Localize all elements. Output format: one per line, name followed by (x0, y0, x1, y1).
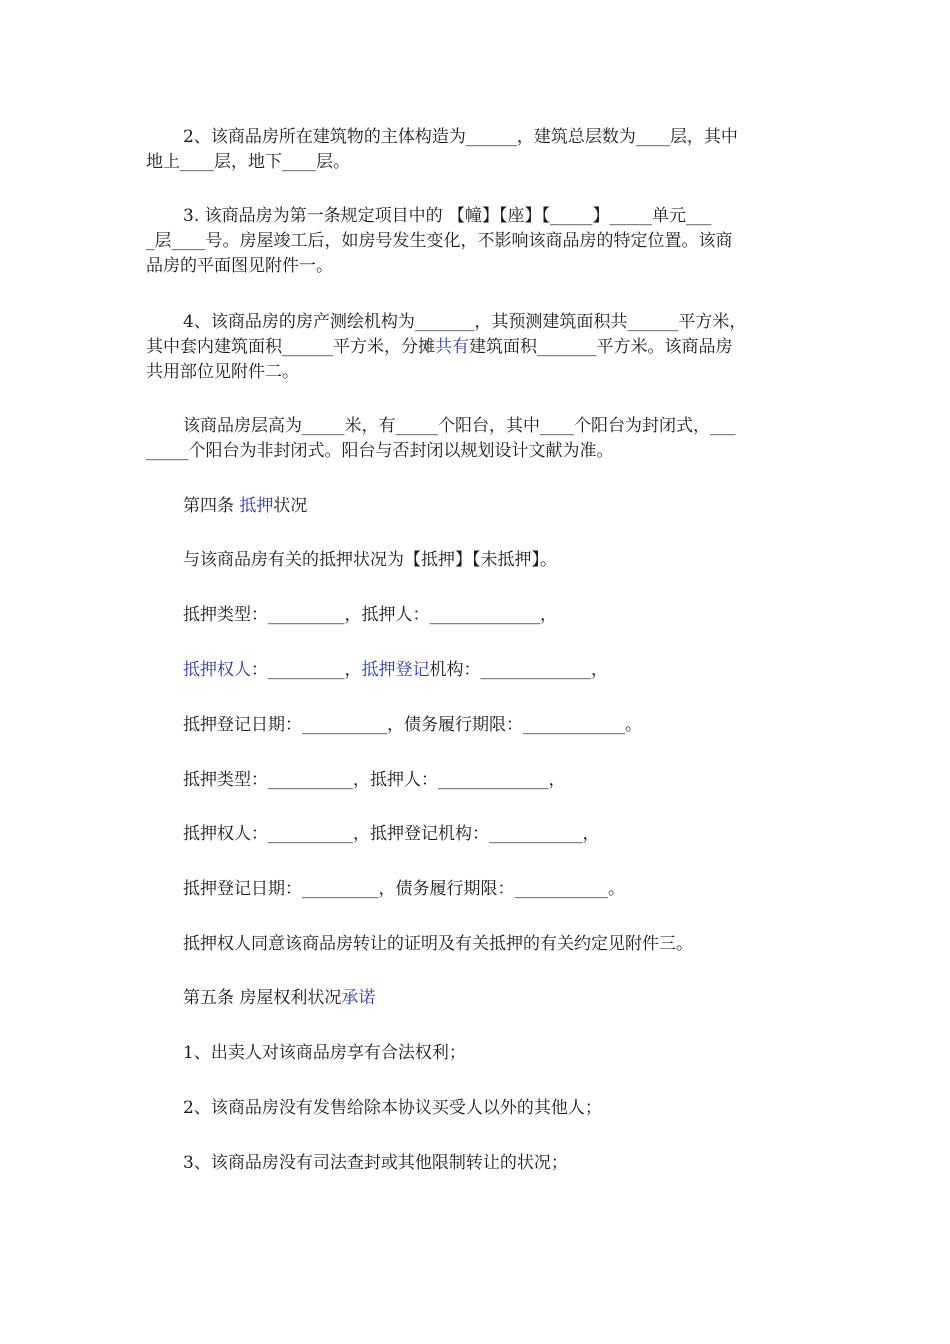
text-line: _层____号。房屋竣工后，如房号发生变化，不影响该商品房的特定位置。该商 (146, 231, 733, 251)
paragraph-balcony (146, 414, 814, 464)
text-line: 1、出卖人对该商品房享有合法权利； (183, 1043, 466, 1063)
heading-text: 状况 (273, 496, 308, 516)
paragraph-mortgage-status (146, 548, 814, 573)
mortgage-line-5 (146, 822, 814, 847)
text-segment: ：_________， (251, 660, 362, 680)
text-line: 品房的平面图见附件一。 (146, 256, 333, 276)
commitment-2 (146, 1096, 814, 1121)
paragraph-mortgagee-consent (146, 932, 814, 957)
article-5-heading (146, 986, 814, 1011)
text-line: 该商品房层高为_____米，有_____个阳台，其中____个阳台为封闭式，___ (183, 416, 736, 436)
article-4-heading (146, 494, 814, 519)
text-line: 抵押权人：__________，抵押登记机构：___________， (183, 824, 600, 844)
paragraph-area (146, 310, 814, 385)
text-line: 2、该商品房没有发售给除本协议买受人以外的其他人； (183, 1098, 602, 1118)
text-segment: 其中套内建筑面积______平方米，分摊 (146, 337, 435, 357)
text-line: _____个阳台为非封闭式。阳台与否封闭以规划设计文献为准。 (146, 441, 614, 461)
text-line: 抵押登记日期：_________，债务履行期限：___________。 (183, 879, 625, 899)
text-line: 3. 该商品房为第一条规定项目中的 【幢】【座】【_____】_____单元___ (183, 206, 712, 226)
heading-text: 第五条 房屋权利状况 (183, 988, 342, 1008)
link-chengnuo[interactable]: 承诺 (341, 988, 376, 1008)
mortgage-line-1 (146, 603, 814, 628)
mortgage-line-6 (146, 877, 814, 902)
text-line: 3、该商品房没有司法查封或其他限制转让的状况； (183, 1153, 568, 1173)
mortgage-line-2 (146, 658, 814, 683)
paragraph-unit-number (146, 204, 814, 279)
text-line: 与该商品房有关的抵押状况为【抵押】【未抵押】。 (183, 550, 557, 570)
text-line: 2、该商品房所在建筑物的主体构造为______，建筑总层数为____层，其中 (183, 127, 738, 147)
link-diya[interactable]: 抵押 (239, 496, 274, 516)
commitment-3 (146, 1151, 814, 1176)
text-segment: 机构：_____________， (429, 660, 608, 680)
link-mortgagee[interactable]: 抵押权人 (183, 660, 251, 680)
text-segment: 建筑面积_______平方米。该商品房 (469, 337, 733, 357)
text-line (146, 335, 814, 360)
paragraph-structure (146, 125, 814, 175)
link-mortgage-registration[interactable]: 抵押登记 (361, 660, 430, 680)
text-line: 抵押类型：__________，抵押人：_____________， (183, 770, 566, 790)
text-line: 4、该商品房的房产测绘机构为_______，其预测建筑面积共______平方米， (183, 312, 747, 332)
commitment-1 (146, 1041, 814, 1066)
text-line: 抵押权人同意该商品房转让的证明及有关抵押的有关约定见附件三。 (183, 934, 693, 954)
heading-text: 第四条 (183, 496, 240, 516)
link-gongyou[interactable]: 共有 (435, 337, 469, 357)
text-line: 抵押类型：_________，抵押人：_____________， (183, 605, 557, 625)
mortgage-line-3 (146, 713, 814, 738)
text-line: 共用部位见附件二。 (146, 362, 299, 382)
mortgage-line-4 (146, 768, 814, 793)
text-line: 地上____层，地下____层。 (146, 152, 350, 172)
text-line: 抵押登记日期：__________，债务履行期限：____________。 (183, 715, 642, 735)
